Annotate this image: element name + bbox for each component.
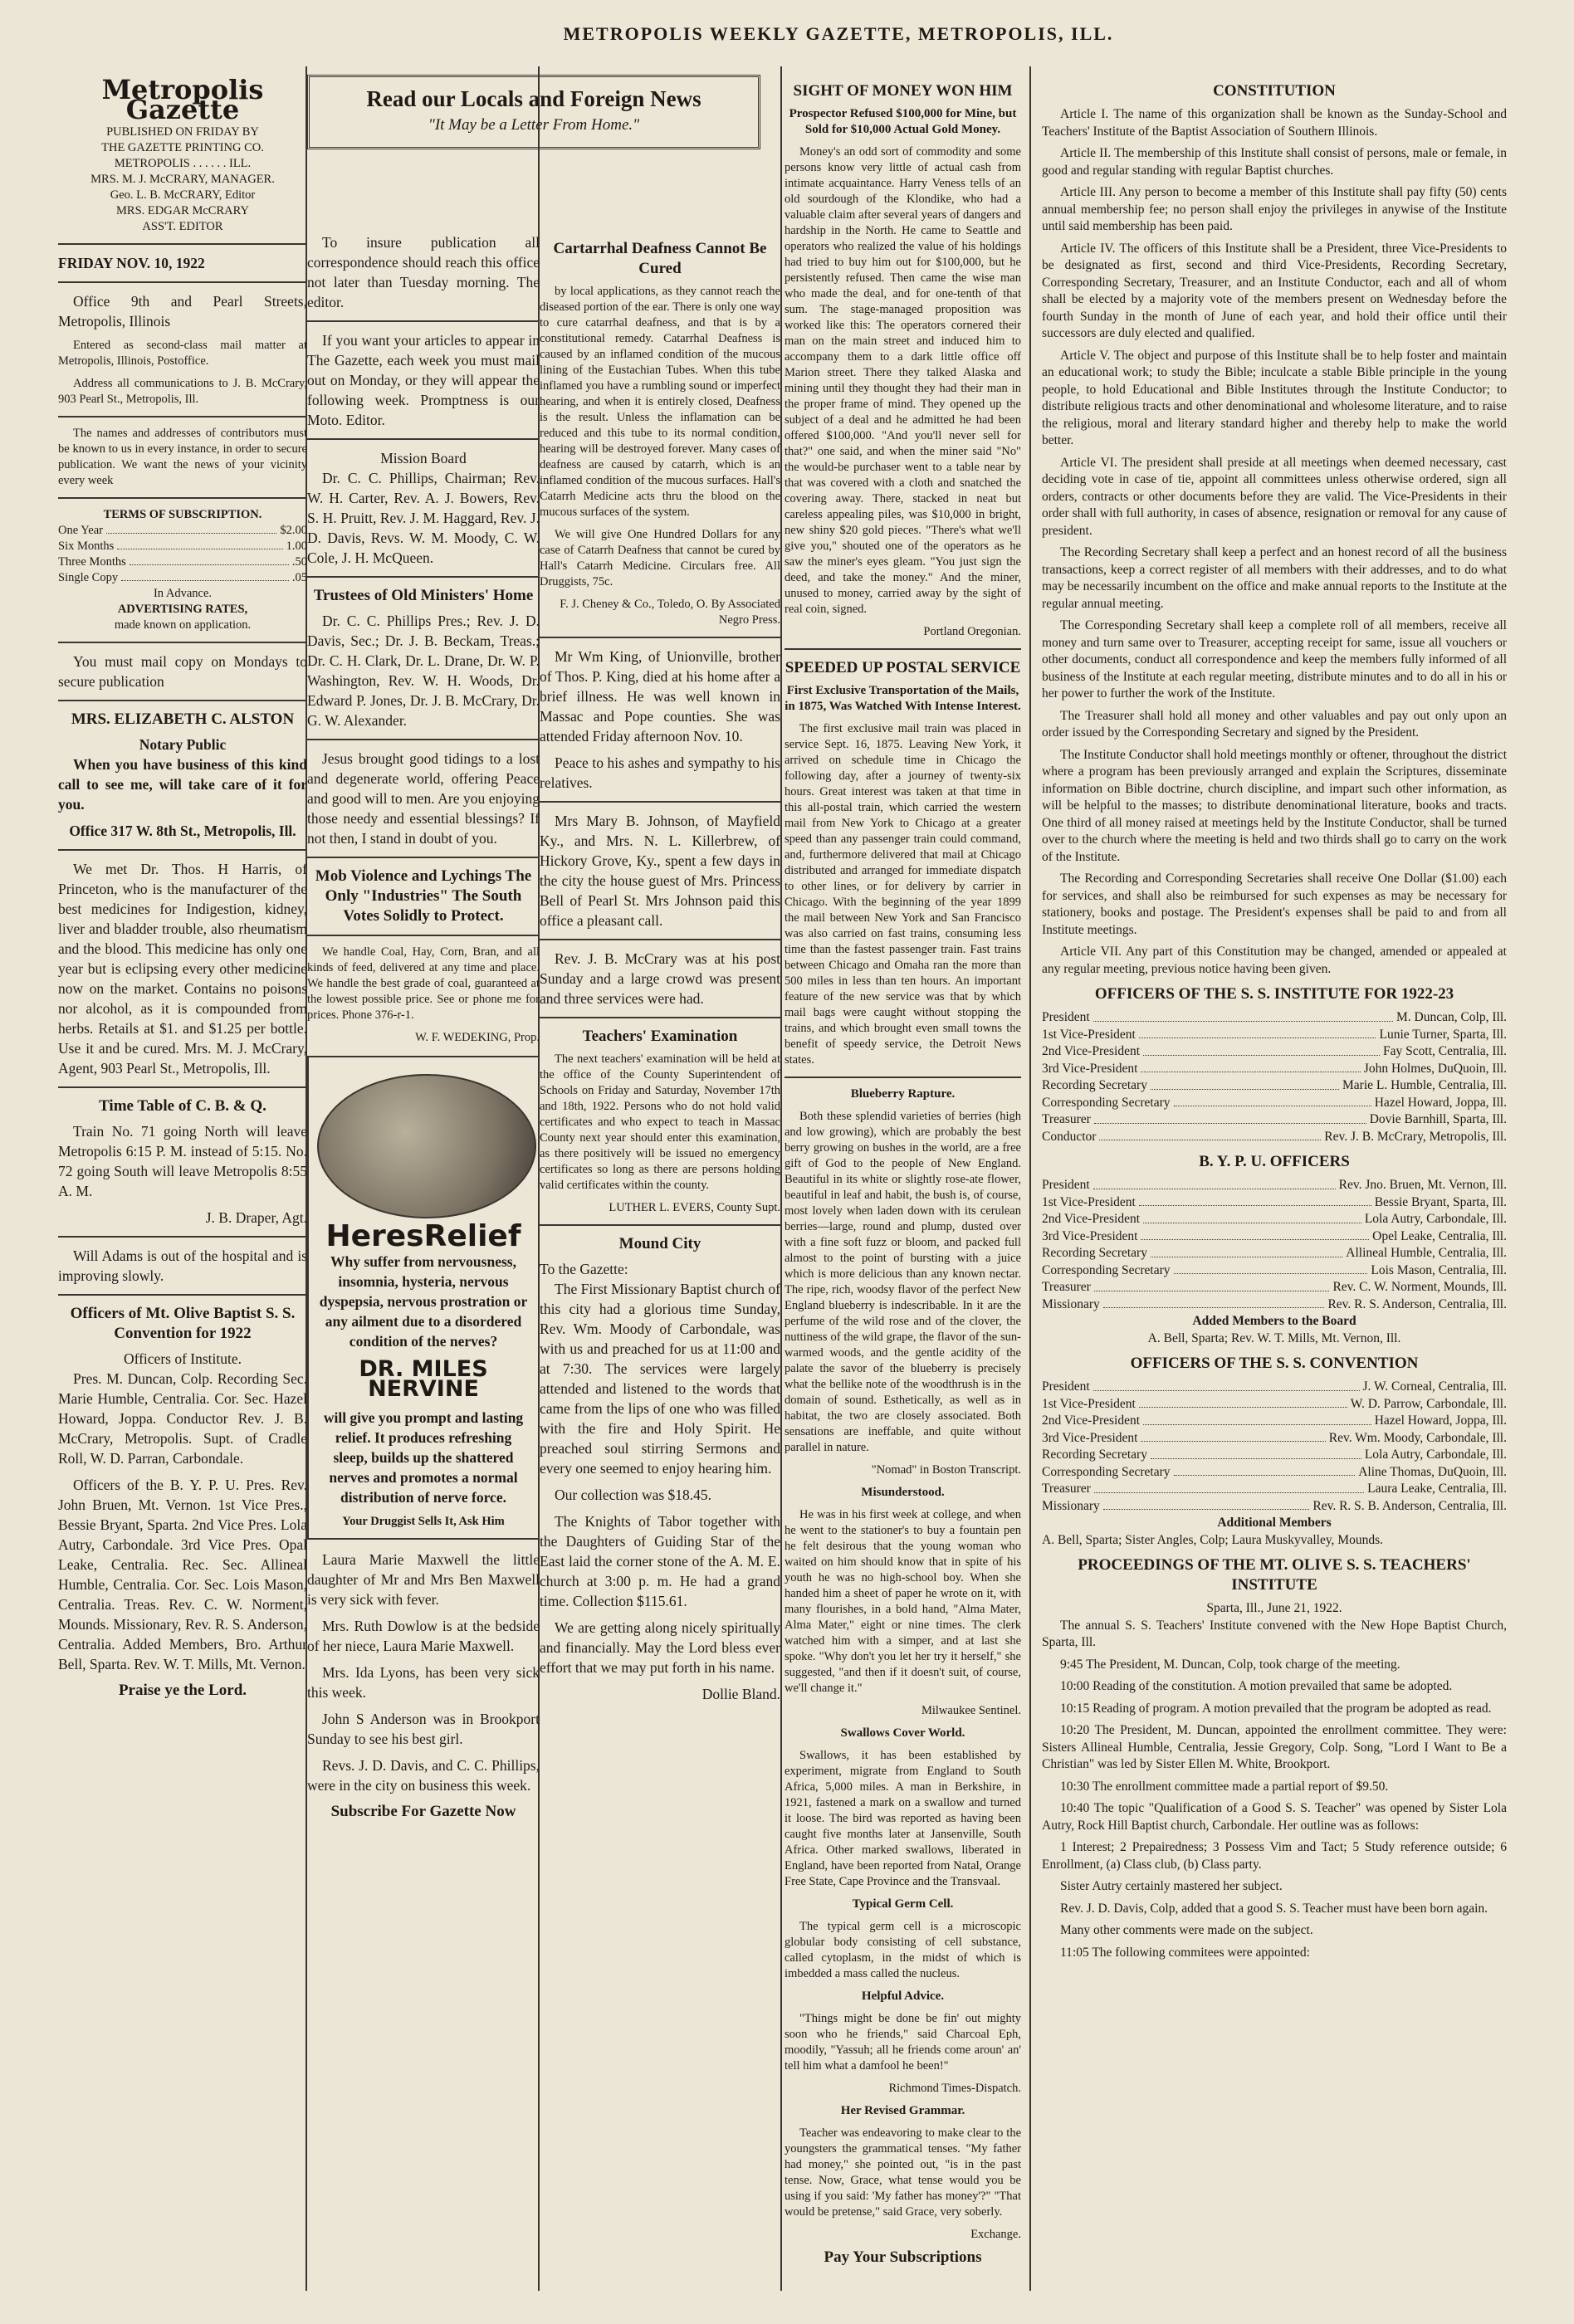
additional-members-title: Additional Members: [1217, 1516, 1332, 1530]
proceedings-entry: 9:45 The President, M. Duncan, Colp, took charge of the meeting.: [1060, 1657, 1400, 1672]
proceedings-title: PROCEEDINGS OF THE MT. OLIVE S. S. TEACHERS' INSTITUTE: [1078, 1556, 1471, 1594]
proceedings-entry: 10:30 The enrollment committee made a partial report of $9.50.: [1060, 1779, 1389, 1794]
subscribe-line: Subscribe For Gazette Now: [330, 1803, 516, 1820]
bypu-list: Officers of the B. Y. P. U. Pres. Rev. John Bruen, Mt. Vernon. 1st Vice Pres., Bessie Bryant, Sparta. 2nd Vice Pres. Lola Autry, Carbondale. 3rd Vice Pres. Opal Leake, Centralia. Rec. Sec. Allineal Humble, Centralia. Cor. Sec. Lois Mason, Centralia. Treas. Rev. C. W. Norment, Mounds. Missionary, Rev. R. S. Anderson, Centralia. Added Members, Bro. Arthur Bell, Sparta. Rev. W. T. Mills, Mt. Vernon.: [58, 1477, 307, 1672]
proceedings-entry: Sister Autry certainly mastered her subject.: [1060, 1879, 1283, 1893]
blueberry-title: Blueberry Rapture.: [850, 1087, 956, 1101]
article: The Treasurer shall hold all money and other valuables and pay out only upon an order issued by the Corresponding Secretary and signed by the President.: [1042, 708, 1507, 740]
column-2-body: [307, 232, 540, 1822]
article: Article III. Any person to become a member of this Institute shall pay fifty (50) cents annual membership fee; no person shall enjoy the privileges in anywise of the Institute until said membership has been paid.: [1042, 185, 1507, 233]
harris-notice: We met Dr. Thos. H Harris, of Princeton, who is the manufacturer of the best medicines for Indigestion, kidney, liver and bladder trouble, also rheumatism and the blood. This medicine has only one year but is eclipsing every other medicine now on the market. Contains no poisons nor alcohol, as it is compounded from herbs. Retails at $1. and $1.25 per bottle. Use it and be cured. Mrs. M. J. McCrary, Agent, 903 Pearl St., Metropolis, Ill.: [58, 861, 307, 1077]
olive-body: Pres. M. Duncan, Colp. Recording Sec. Marie Humble, Centralia. Cor. Sec. Hazel Howard, Joppa. Conductor Rev. J. B. McCrary, Metropolis. Supt. of Cradle Roll, W. D. Parran, Carbondale.: [58, 1370, 307, 1467]
postal-body: The first exclusive mail train was placed in service Sept. 16, 1875. Leaving New York, it arrived on schedule time in Chicago the following day, after a journey of twenty-six hours. Great interest was taken at that time in this all-postal train, which carried the western mail from New York to Chicago at a greater speed than any passenger train could command, and, furthermore delivered that mail at Chicago distributed and arranged for immediate dispatch to other lines, or for delivery by carrier in Chicago. With the beginning of the year 1899 the mail between New York and San Francisco was also carried on fast trains, consuming less time than the fastest passenger train. Fast trains between Chicago and Omaha ran the more than 500 miles in less than ten hours. An important feature of the new service was that by which mail bags were caught without stopping the trains, and which brought even small towns the benefit of speedy service, the Detroit News states.: [785, 722, 1021, 1067]
king-notice: Mr Wm King, of Unionville, brother of Thos. P. King, died at his home after a brief illness. He was well known in Massac and Pope counties. She was attended Friday afternoon Nov. 10.: [540, 648, 780, 745]
lyons-notice: Mrs. Ida Lyons, has been very sick this week.: [307, 1664, 540, 1701]
olive-sub: Officers of Institute.: [123, 1350, 242, 1367]
olive-title: Officers of Mt. Olive Baptist S. S. Convention for 1922: [70, 1305, 296, 1342]
nervine-question: Why suffer from nervousness, insomnia, hysteria, nervous dyspepsia, nervous prostration or any ailment due to a disordered condition of the nerves?: [319, 1253, 528, 1350]
article: The Corresponding Secretary shall keep a complete roll of all members, receive all money and turn same over to Treasurer, accepting receipt for same, issue all vouchers or other documents, conduct all correspondence and keep the members fully informed of all business of the Institute at each regular meeting, distribute minutes and to do all in his or her power to further the work of the Institute.: [1042, 618, 1507, 701]
article: Article VI. The president shall preside at all meetings when deemed necessary, cast deciding vote in case of tie, appoint all committees unless otherwise ordered, sign all orders, contracts or other documents before they are valid. The Vice-Presidents in their order shall with full authority, in cases of absence, resignation or removal for any cause of president.: [1042, 455, 1507, 538]
deafness-title: Cartarrhal Deafness Cannot Be Cured: [553, 240, 767, 277]
postal-title: SPEEDED UP POSTAL SERVICE: [785, 659, 1021, 676]
alston-title: Notary Public: [139, 736, 227, 753]
officer-row: 1st Vice-President W. D. Parrow, Carbondale, Ill.: [1042, 1396, 1507, 1411]
masthead: Metropolis Gazette: [101, 74, 264, 125]
timetable-body: Train No. 71 going North will leave Metropolis 6:15 P. M. instead of 5:15. No. 72 going South will leave Metropolis 8:55 A. M.: [58, 1123, 307, 1199]
officer-row: 2nd Vice-President Hazel Howard, Joppa, Ill.: [1042, 1413, 1507, 1428]
officer-row: Missionary Rev. R. S. B. Anderson, Centralia, Ill.: [1042, 1498, 1507, 1513]
officer-row: Treasurer Rev. C. W. Norment, Mounds, Ill.: [1042, 1280, 1507, 1294]
mound-title: Mound City: [618, 1235, 701, 1252]
officer-row: 3rd Vice-President Opel Leake, Centralia, Ill.: [1042, 1228, 1507, 1243]
praise-line: Praise ye the Lord.: [118, 1682, 247, 1699]
mccrary-notice: Rev. J. B. McCrary was at his post Sunday and a large crowd was present and three services were had.: [540, 950, 780, 1007]
additional-members: A. Bell, Sparta; Sister Angles, Colp; Laura Muskyvalley, Mounds.: [1042, 1532, 1383, 1547]
teachers-body: The next teachers' examination will be held at the office of the County Superintendent of Schools on Friday and Saturday, November 17th and 18th, 1922. Persons who do not hold valid certificates and who expect to teach in Massac County next year should enter this examination, as there positively will be issued no emergency certificates so long as there are persons holding valid certificates within the county.: [540, 1052, 780, 1192]
added-members: A. Bell, Sparta; Rev. W. T. Mills, Mt. Vernon, Ill.: [1147, 1330, 1401, 1345]
article: Article IV. The officers of this Institute shall be a President, three Vice-Presidents to be designated as first, second and third Vice-Presidents, Recording Secretary, Corresponding Secretary, Treasurer, and an Institute Conductor, each and all of whom shall be elected by a majority vote of the members present on Wednesday before the fourth Sunday in the month of June of each year, and hold their office until their successors are duly elected and qualified.: [1042, 241, 1507, 340]
advice-body: "Things might be done be fin' out mighty soon who he friends," said Charcoal Eph, moodily, "Yassuh; all he friends come aroun' an' tell him what a damfool he been!": [785, 2012, 1021, 2073]
officer-row: Conductor Rev. J. B. McCrary, Metropolis, Ill.: [1042, 1129, 1507, 1144]
officer-row: Recording Secretary Allineal Humble, Centralia, Ill.: [1042, 1246, 1507, 1260]
officer-row: Corresponding Secretary Lois Mason, Centralia, Ill.: [1042, 1262, 1507, 1277]
article: Article II. The membership of this Institute shall consist of persons, male or female, in good and regular standing with regular Baptist churches.: [1042, 146, 1507, 178]
officer-row: Missionary Rev. R. S. Anderson, Centralia, Ill.: [1042, 1296, 1507, 1311]
brand-heres-relief: HeresRelief: [325, 1219, 521, 1253]
officer-row: 2nd Vice-President Fay Scott, Centralia, Ill.: [1042, 1044, 1507, 1058]
mound-body: The First Missionary Baptist church of this city had a glorious time Sunday, Rev. Wm. Moody of Carbondale, was with us and preached for us at 11:00 and at 7:30. The services were largely attended and listened to the words that came from the lips of one who was filled with the fire and Holy Spirit. He preached soul stirring Sermons and every one seemed to enjoy hearing him.: [540, 1281, 780, 1477]
alston-name: MRS. ELIZABETH C. ALSTON: [71, 710, 295, 728]
mound-collection: Our collection was $18.45.: [555, 1487, 712, 1503]
terms-row: Three Months .50: [58, 555, 307, 569]
column-1: [58, 75, 307, 1701]
officer-row: 1st Vice-President Lunie Turner, Sparta, Ill.: [1042, 1027, 1507, 1042]
misunderstood-body: He was in his first week at college, and when he went to the stationer's to buy a fountain pen he felt desirous that the young woman who waited on him should know that in spite of his youth he was no high-school boy. When she handed him a sheet of paper he wrote on it, with many flourishes, in a bold hand, "Alma Mater, Alma Mater," eight or nine times. The clerk watched him with a simper, and at last she spoke. "Why don't you let her try it herself," she suggested, "and then if it doesn't suit, of course, we'll change it.": [785, 1508, 1021, 1695]
entered-notice: Entered as second-class mail matter at Metropolis, Illinois, Postoffice.: [58, 339, 307, 368]
johnson-notice: Mrs Mary B. Johnson, of Mayfield Ky., and Mrs. N. L. Killerbrew, of Hickory Grove, Ky., spent a few days in the city the house guest of Mrs. Princess Bell of Pearl St. Mrs Johnson paid this office a pleasant call.: [540, 813, 780, 929]
alston-body: When you have business of this kind call to see me, will take care of it for you.: [58, 756, 307, 813]
nervine-answer: will give you prompt and lasting relief. It produces refreshing sleep, builds up the shattered nerves and promotes a normal distribution of nerve force.: [323, 1409, 524, 1506]
proceedings-entry: 10:00 Reading of the constitution. A motion prevailed that same be adopted.: [1060, 1679, 1453, 1693]
deafness-offer: We will give One Hundred Dollars for any case of Catarrh Deafness that cannot be cured by Hall's Catarrh Medicine. Circulars free. All Druggists, 75c.: [540, 528, 780, 588]
column-rule: [1029, 66, 1031, 2291]
running-head: METROPOLIS WEEKLY GAZETTE, METROPOLIS, ILL.: [563, 23, 1114, 44]
article: Article V. The object and purpose of this Institute shall be to help foster and maintain an educational work; to study the Bible; inculcate a stable Bible principle in the young people, to hold Educational and Bible Institutes through the Institute Conductor; to distribute religious tracts and other denominational and wholesome literature, and to raise the religious, moral and literary standard higher and thereby help to make the world better.: [1042, 348, 1507, 447]
terms-title: TERMS OF SUBSCRIPTION.: [103, 508, 262, 521]
convention-officers-list: [1042, 1379, 1507, 1515]
davis-notice: Revs. J. D. Davis, and C. C. Phillips, were in the city on business this week.: [307, 1757, 540, 1794]
column-4: [785, 75, 1021, 2265]
timetable-signature: J. B. Draper, Agt.: [205, 1209, 307, 1226]
mission-body: Dr. C. C. Phillips, Chairman; Rev. W. H. Carter, Rev. A. J. Bowers, Rev. S. H. Pruitt, Rev. J. M. Haggard, Rev. J. D. Davis, Revs. W. M. Moody, C. W. Cole, J. H. McQueen.: [307, 470, 540, 566]
mob-title: Mob Violence and Lychings The Only "Industries" The South Votes Solidly to Protect.: [315, 867, 532, 925]
officer-row: 2nd Vice-President Lola Autry, Carbondale, Ill.: [1042, 1212, 1507, 1226]
mail-copy-notice: You must mail copy on Mondays to secure publication: [58, 653, 307, 690]
swallows-body: Swallows, it has been established by experiment, migrate from England to South Africa, 5,000 miles. A man in Berkshire, in 1921, fastened a mark on a swallow and turned it loose. The bird was reported as having been caught five months later at Jansenville, South Africa. Other marked swallows, liberated in England, have been reported from Natal, Orange Free State, Cape Province and the Transvaal.: [785, 1749, 1021, 1888]
money-title: SIGHT OF MONEY WON HIM: [793, 82, 1013, 100]
nervine-closing: Your Druggist Sells It, Ask Him: [342, 1515, 505, 1528]
peace-notice: Peace to his ashes and sympathy to his relatives.: [540, 754, 780, 791]
mission-title: Mission Board: [380, 450, 467, 466]
locals-banner: Read our Locals and Foreign News "It May be a Letter From Home.": [307, 75, 760, 149]
constitution-title: CONSTITUTION: [1213, 82, 1336, 100]
adv-rates: ADVERTISING RATES,: [117, 603, 248, 616]
officer-row: Treasurer Dovie Barnhill, Sparta, Ill.: [1042, 1112, 1507, 1126]
teachers-title: Teachers' Examination: [582, 1028, 738, 1045]
illustration-image: [317, 1074, 536, 1218]
officer-row: Recording Secretary Lola Autry, Carbondale, Ill.: [1042, 1448, 1507, 1462]
mound-signature: Dollie Bland.: [701, 1686, 780, 1702]
coal-signature: W. F. WEDEKING, Prop.: [415, 1031, 540, 1044]
blueberry-signature: "Nomad" in Boston Transcript.: [871, 1463, 1021, 1477]
proceedings-entry: 10:40 The topic "Qualification of a Good S. S. Teacher" was opened by Sister Lola Autry, Rock Hill Baptist church, Carbondale. Her outline was as follows:: [1042, 1801, 1507, 1833]
nervine-ad: [307, 1056, 540, 1540]
proceedings-entry: Many other comments were made on the subject.: [1060, 1923, 1313, 1937]
adv-known: made known on application.: [114, 618, 252, 632]
grammar-title: Her Revised Grammar.: [840, 2104, 965, 2117]
contributors-notice: The names and addresses of contributors must be known to us in every instance, in order to secure publication. We want the news of your vicinity every week: [58, 427, 307, 487]
officer-row: President J. W. Corneal, Centralia, Ill.: [1042, 1379, 1507, 1394]
trustees-body: Dr. C. C. Phillips Pres.; Rev. J. D. Davis, Sec.; Dr. J. B. Beckam, Treas.; Dr. C. H. Clark, Dr. L. Drane, Dr. W. P. Washington, Rev. W. H. Woods, Dr. Edward P. Jones, Dr. J. B. McCrary, Dr. G. W. Alexander.: [307, 613, 540, 729]
added-members-title: Added Members to the Board: [1192, 1314, 1356, 1328]
proceedings-entry: 11:05 The following commitees were appointed:: [1060, 1945, 1310, 1960]
insure-notice: To insure publication all correspondence should reach this office not later than Tuesday morning. The editor.: [307, 234, 540, 310]
advance-note: In Advance.: [153, 587, 213, 600]
alston-office: Office 317 W. 8th St., Metropolis, Ill.: [69, 823, 296, 839]
dateline: FRIDAY NOV. 10, 1922: [58, 255, 205, 271]
teachers-signature: LUTHER L. EVERS, County Supt.: [609, 1201, 780, 1214]
terms-row: Single Copy .05: [58, 571, 307, 584]
timetable-title: Time Table of C. B. & Q.: [99, 1097, 266, 1115]
misunderstood-signature: Milwaukee Sentinel.: [921, 1704, 1021, 1717]
maxwell-notice: Laura Marie Maxwell the little daughter of Mr and Mrs Ben Maxwell is very sick with fever.: [307, 1551, 540, 1608]
terms-list: [58, 523, 307, 586]
mound-tabor: The Knights of Tabor together with the Daughters of Guiding Star of the East laid the corner stone of the A. M. E. church at 3:00 p. m. He had a grand time. Collection $115.61.: [540, 1513, 780, 1609]
blueberry-body: Both these splendid varieties of berries (high and low growing), which are probably the best berry growing on bushes in the world, are a free gift of God to the people of New England. Beautiful in its white or slightly rose-ate flower, beautiful in leaf and habit, the bush is, of course, most lovely when laden down with its cerulean berries—large, round and plump, dusted over with a fine soft fuzz or bloom, and packed full almost to the point of bursting with a juice which is more delicious than any known nectar. The ripe, rich, woodsy flavor of the perfect New England blueberry is indescribable. In it are the perfume of the wild rose and of the clover, the nuttiness of the wild grape, the flavor of the sun-warmed woods, and the gentle acidity of the palate the savor of the blueberry is precisely what the bellike note of the woodthrush is in the domain of sound. Esthetically, as well as in habitat, the two are closely associated. Both sensations are ineffable, and quite without parallel in nature.: [785, 1110, 1021, 1454]
coal-ad: We handle Coal, Hay, Corn, Bran, and all kinds of feed, delivered at any time and place. We handle the best grade of coal, guaranteed at the lowest possible price. See or phone me for prices. Phone 376-r-1.: [307, 945, 540, 1022]
deafness-signature: F. J. Cheney & Co., Toledo, O. By Associated Negro Press.: [560, 598, 780, 627]
anderson-notice: John S Anderson was in Brookport Sunday to see his best girl.: [307, 1711, 540, 1747]
proceedings-entry: 10:15 Reading of program. A motion prevailed that the program be adopted as read.: [1060, 1701, 1492, 1716]
publisher-block: PUBLISHED ON FRIDAY BY THE GAZETTE PRINTING CO. METROPOLIS . . . . . . ILL. MRS. M. J. McCRARY, MANAGER. Geo. L. B. McCRARY, Editor MRS. EDGAR McCRARY ASS'T. EDITOR: [90, 125, 275, 233]
officer-row: 3rd Vice-President John Holmes, DuQuoin, Ill.: [1042, 1061, 1507, 1076]
deafness-body: by local applications, as they cannot reach the diseased portion of the ear. There is only one way to cure catarrhal deafness, and that is by a constitutional remedy. Catarrhal Deafness is caused by an inflamed condition of the mucous lining of the Eustachian Tubes. When this tube inflamed you have a rumbling sound or imperfect hearing, and when it is entirely closed, Deafness is the result. Unless the inflamation can be reduced and this tube to its normal condition, hearing will be destroyed forever. Many cases of deafness are caused by catarrh, which is an inflamed condition of the mucous surfaces. Hall's Catarrh Medicine acts thru the blood on the mucous surfaces of the system.: [540, 285, 780, 519]
advice-title: Helpful Advice.: [861, 1990, 945, 2003]
dowlow-notice: Mrs. Ruth Dowlow is at the bedside of her niece, Laura Marie Maxwell.: [307, 1618, 540, 1654]
officer-row: Corresponding Secretary Hazel Howard, Joppa, Ill.: [1042, 1095, 1507, 1110]
jesus-notice: Jesus brought good tidings to a lost and degenerate world, offering Peace and good will to men. Are you enjoying those needy and essential blessings? If not then, I stand in doubt of you.: [307, 750, 540, 847]
trustees-title: Trustees of Old Ministers' Home: [313, 587, 534, 604]
column-2: [307, 75, 768, 166]
article: Article I. The name of this organization shall be known as the Sunday-School and Teachers' Institute of the Baptist Association of Southern Illinois.: [1042, 107, 1507, 139]
article: Article VII. Any part of this Constitution may be changed, amended or appealed at any regular meeting, previous notice having been given.: [1042, 945, 1507, 976]
money-signature: Portland Oregonian.: [923, 625, 1021, 638]
proceedings-entry: 10:20 The President, M. Duncan, appointed the enrollment committee. They were: Sisters Allineal Humble, Centralia, Jessie Gregory, Colp. Song, "Lord I Want to Be a Christian" was led by Sister Ellen M. White, Brookport.: [1042, 1723, 1507, 1771]
germ-title: Typical Germ Cell.: [852, 1897, 954, 1911]
officer-row: President Rev. Jno. Bruen, Mt. Vernon, Ill.: [1042, 1178, 1507, 1192]
brand-nervine: DR. MILES NERVINE: [359, 1356, 488, 1402]
germ-body: The typical germ cell is a microscopic globular body consisting of cell substance, called cytoplasm, in the midst of which is imbedded a mass called the nucleus.: [785, 1920, 1021, 1980]
column-5: [1042, 75, 1507, 1966]
money-subtitle: Prospector Refused $100,000 for Mine, but Sold for $10,000 Actual Gold Money.: [789, 107, 1017, 136]
appear-notice: If you want your articles to appear in The Gazette, each week you must mail out on Monday, or they will appear the following week. Promptness is our Moto. Editor.: [307, 332, 540, 428]
terms-row: One Year $2.00: [58, 524, 307, 537]
proceedings-entry: 1 Interest; 2 Prepairedness; 3 Possess Vim and Tact; 5 Study reference outside; 6 Enrollment, (a) Class club, (b) Class party.: [1042, 1840, 1507, 1872]
institute-officers-list: [1042, 1009, 1507, 1145]
terms-row: Six Months 1.00: [58, 540, 307, 553]
officer-row: 3rd Vice-President Rev. Wm. Moody, Carbondale, Ill.: [1042, 1430, 1507, 1445]
convention-officers-title: OFFICERS OF THE S. S. CONVENTION: [1130, 1355, 1419, 1372]
address-notice: Address all communications to J. B. McCrary, 903 Pearl St., Metropolis, Ill.: [58, 377, 307, 406]
bypu-officers-title: B. Y. P. U. OFFICERS: [1199, 1153, 1350, 1170]
officer-row: 1st Vice-President Bessie Bryant, Sparta, Ill.: [1042, 1194, 1507, 1209]
proceedings-date: Sparta, Ill., June 21, 1922.: [1206, 1601, 1342, 1615]
officer-row: President M. Duncan, Colp, Ill.: [1042, 1010, 1507, 1024]
officer-row: Treasurer Laura Leake, Centralia, Ill.: [1042, 1482, 1507, 1496]
money-body: Money's an odd sort of commodity and some persons know very little of actual cash from intimate acquaintance. Harry Veness tells of an old sourdough of the Klondike, who had a valuable claim after several years of dangers and hardship in the North. He came to Seattle and operators who realized the value of his holdings had tried to buy him out for $100,000, but he persistently refused. Then came the wise man who made the deal, and for one-tenth of that sum. The stage-managed proposition was worked like this: The operators cornered their man on the main street and induced him to accompany them to a dark little office off Marion street. There they talked Alaska and mining until they thought they had their man in the proper frame of mind. They opened up the subject of a deal and he admitted he had been offered $100,000. "And you'll never sell for that?" one said, and when the miner said "No" the would-be purchaser went to a table near by that was covered with a cloth and snatched the covering away. There, stacked in neat but careless appealing piles, was $10,000 in bright, new shiny $20 gold pieces. "There's what we'll give you," shouted one of the operators as he saw the miner's eyes gleam. "You just sign the deed, and take the money." And the miner, unused to money, carried away by the sight of real coin, signed.: [785, 145, 1021, 616]
advice-signature: Richmond Times-Dispatch.: [888, 2082, 1021, 2095]
proceedings-entry: Rev. J. D. Davis, Colp, added that a good S. S. Teacher must have been born again.: [1060, 1901, 1488, 1916]
proceedings-entry: The annual S. S. Teachers' Institute convened with the New Hope Baptist Church, Sparta, Ill.: [1042, 1618, 1507, 1649]
article: The Institute Conductor shall hold meetings monthly or oftener, throughout the district where a program has been previously arranged and explain the Scriptures, disseminate information on Bible doctrine, church discipline, and impart such other information, as will be helpful to the masses; to distribute denominational literature, books and tracts. One third of all money raised at meetings held by the Institute Conductor, shall be turned over to the church where the meeting is held and two thirds shall go to carry on the work of the Institute.: [1042, 747, 1507, 864]
misunderstood-title: Misunderstood.: [861, 1486, 945, 1499]
officer-row: Corresponding Secretary Aline Thomas, DuQuoin, Ill.: [1042, 1464, 1507, 1479]
grammar-signature: Exchange.: [970, 2228, 1021, 2241]
column-rule: [780, 66, 782, 2291]
column-3: [540, 232, 780, 1711]
swallows-title: Swallows Cover World.: [840, 1726, 965, 1740]
article: The Recording Secretary shall keep a perfect and an honest record of all the business transactions, keep a correct register of all members with their addresses, and to do what may be necessarily incumbent on the office and make annual reports to the Institute at the regular annual meeting.: [1042, 545, 1507, 611]
mound-salutation: To the Gazette:: [540, 1261, 628, 1277]
mound-blessing: We are getting along nicely spiritually and financially. May the Lord bless ever effort that we may put forth in his name.: [540, 1619, 780, 1676]
grammar-body: Teacher was endeavoring to make clear to the youngsters the grammatical tenses. "My father had money," she pointed out, "is in the past tense. Now, Grace, what tense would you be using if you said: 'My father has money'?" "That would be pretense," said Grace, very soberly.: [785, 2126, 1021, 2219]
adams-notice: Will Adams is out of the hospital and is improving slowly.: [58, 1247, 307, 1284]
postal-subtitle: First Exclusive Transportation of the Mails, in 1875, Was Watched With Intense Interest.: [785, 684, 1021, 713]
pay-line: Pay Your Subscriptions: [824, 2248, 982, 2266]
institute-officers-title: OFFICERS OF THE S. S. INSTITUTE FOR 1922-23: [1094, 985, 1454, 1003]
bypu-officers-list: [1042, 1177, 1507, 1313]
officer-row: Recording Secretary Marie L. Humble, Centralia, Ill.: [1042, 1078, 1507, 1092]
article: The Recording and Corresponding Secretaries shall receive One Dollar ($1.00) each for services, and shall also be reimbursed for such expenses as may be necessary for stationery, books and postage. The President's expenses shall be paid to and from all Institute meetings.: [1042, 872, 1507, 937]
office-notice: Office 9th and Pearl Streets, Metropolis, Illinois: [58, 293, 307, 330]
